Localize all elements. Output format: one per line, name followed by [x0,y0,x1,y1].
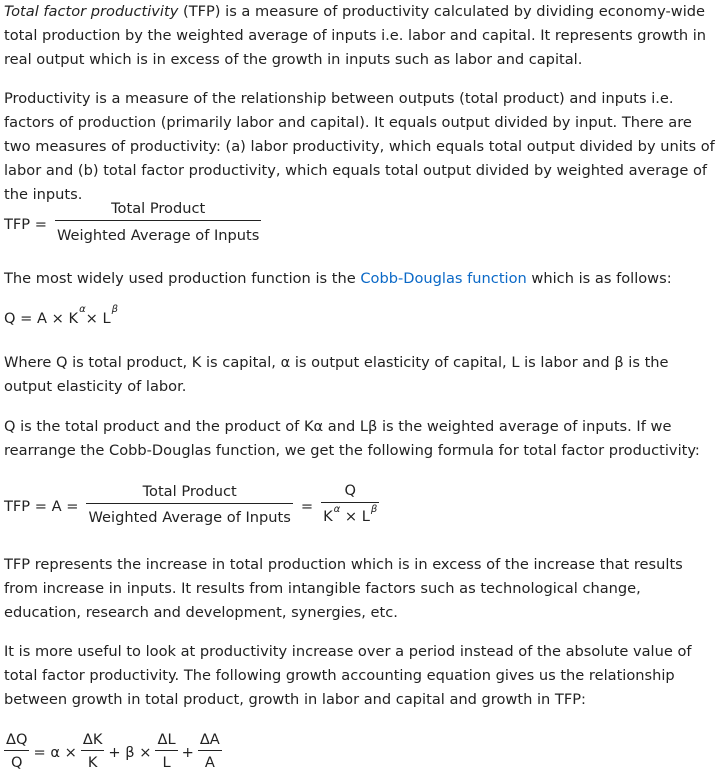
eq4-num-q: ΔQ [6,731,28,748]
eq4-fraction-a [198,730,222,775]
equation-cobb-douglas [4,304,119,327]
eq4-op-2: + β × [108,744,152,761]
eq4-op-1: = α × [33,744,77,761]
paragraph-intro-text: (TFP) is a measure of productivity calculated by dividing economy-wide total production by the weighted average of inputs i.e. labor and capital. It represents growth in real output which is in excess of the growth in inputs such as labor and capital. [4,3,707,68]
eq3-denominator-1: Weighted Average of Inputs [88,509,291,526]
eq3-numerator-1: Total Product [142,483,237,500]
eq2-alpha: α [79,304,86,315]
eq4-num-l: ΔL [157,731,176,748]
eq1-fraction [55,198,261,251]
equation-tfp-rearranged [4,480,379,533]
eq4-den-k: K [87,754,98,771]
paragraph-cobb-douglas [4,267,720,291]
paragraph-rearrange: Q is the total product and the product of Kα and Lβ is the weighted average of inputs. If we rearrange the Cobb-Douglas function, we get the following formula for total factor productivity: [4,418,700,459]
paragraph-intro [4,0,720,72]
eq4-fraction-l [155,730,177,775]
eq4-den-a: A [204,754,215,771]
equation-growth-accounting [4,730,222,775]
eq4-op-3: + [181,744,194,761]
eq1-numerator: Total Product [111,200,206,217]
eq3-beta: β [370,504,378,515]
eq3-equals: = [300,498,314,515]
eq4-num-k: ΔK [82,731,103,748]
paragraph-productivity: Productivity is a measure of the relationship between outputs (total product) and inputs i.e. factors of production (primarily labor and capital). It equals output divided by input. There are two measures of productivity: (a) labor productivity, which equals total output divided by units of labor and (b) total factor productivity, which equals total output divided by weighted average of the inputs. [4,90,715,203]
p3-after: which is as follows: [526,270,672,287]
eq3-lhs: TFP = A = [4,498,79,515]
eq2-beta: β [111,304,119,315]
eq3-den-mid: × L [340,508,370,525]
eq4-fraction-q [4,730,29,775]
eq3-fraction-1 [86,481,292,532]
eq3-fraction-2 [321,480,379,533]
eq2-mid: × L [85,310,111,327]
eq3-k: K [323,508,333,525]
equation-tfp-definition [4,198,261,251]
cobb-douglas-link[interactable]: Cobb-Douglas function [360,270,527,287]
term-tfp: Total factor productivity [4,3,179,20]
eq4-fraction-k [81,730,105,775]
p3-before: The most widely used production function is the [4,270,361,287]
eq4-den-q: Q [10,754,23,771]
eq1-lhs: TFP = [4,216,47,233]
paragraph-tfp-represents: TFP represents the increase in total production which is in excess of the increase that results from increase in inputs. It results from intangible factors such as technological change, education, research and development, synergies, etc. [4,556,683,621]
paragraph-growth-accounting: It is more useful to look at productivity increase over a period instead of the absolute value of total factor productivity. The following growth accounting equation gives us the relationship between growth in total product, growth in labor and capital and growth in TFP: [4,643,692,708]
eq3-denominator-2 [321,503,379,533]
eq4-num-a: ΔA [199,731,220,748]
eq4-den-l: L [162,754,171,771]
eq2-text: Q = A × K [4,310,79,327]
eq3-numerator-2: Q [344,482,356,499]
eq1-denominator: Weighted Average of Inputs [56,227,260,244]
eq3-alpha: α [333,504,341,515]
paragraph-where: Where Q is total product, K is capital, α is output elasticity of capital, L is labor and β is the output elasticity of labor. [4,354,669,395]
